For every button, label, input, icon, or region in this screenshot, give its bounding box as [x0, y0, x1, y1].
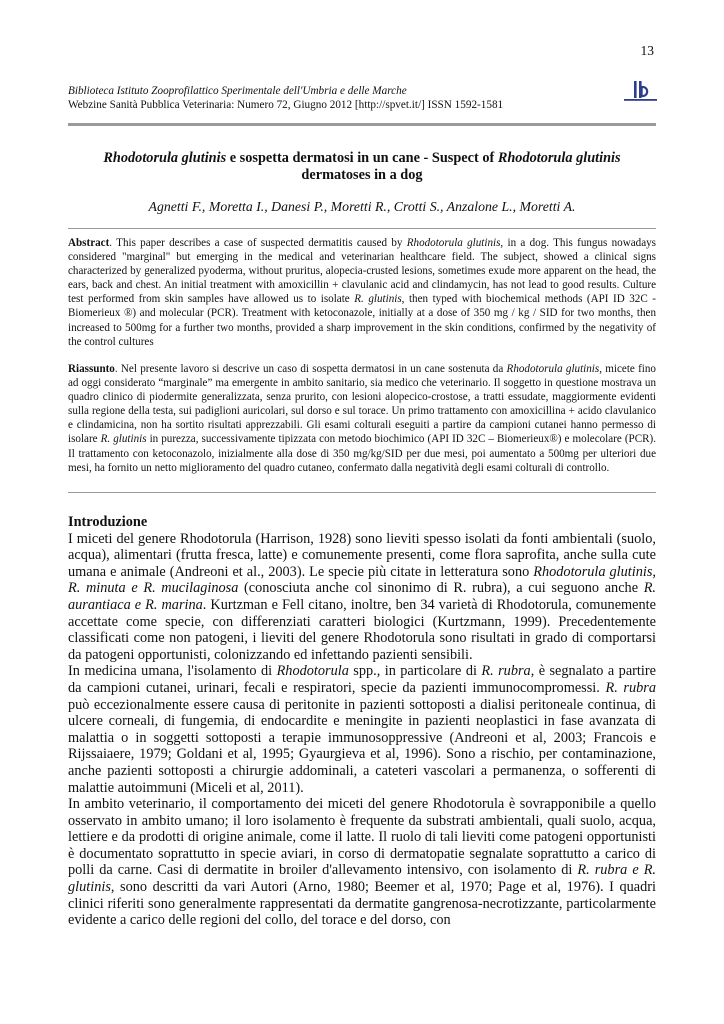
riassunto-species: R. glutinis — [100, 433, 147, 446]
paragraph-text: , sono descritti da vari Autori (Arno, 1980; Beemer et al, 1970; Page et al, 1976). I quadri clinici riferiti sono generalmente rappresentati da dermatite gangrenosa-necrotizzante, particolarmente evidente a carico delle regioni del collo, del torace e del dorso, con — [68, 879, 656, 929]
paragraph-text: , è segnalato a partire da campioni cutanei, urinari, fecali e respiratori, specie da pazienti immunocompromessi. — [68, 663, 656, 696]
species-name: R. aurantiaca e R. marina — [68, 580, 657, 613]
header-institute: Biblioteca Istituto Zooprofilattico Sperimentale dell'Umbria e delle Marche — [68, 85, 407, 97]
section-heading: Introduzione — [68, 514, 148, 530]
title-text-2: dermatoses in a dog — [301, 167, 423, 183]
paragraph-text: In ambito veterinario, il comportamento dei miceti del genere Rhodotorula è sovrapponibile a quello osservato in ambito umano; il loro isolamento è frequente da substrati ambientali, quali suolo, acqua, lettiere e da prodotti di origine animale, come il latte. Il ruolo di tali lieviti come patogeni opportunisti è documentato soprattutto in specie aviari, in corso di dermatopatie segnalate soprattutto a carico di polli da carne. Casi di dermatite in broiler d'allevamento intensivo, con isolamento di — [68, 796, 656, 879]
species-name: R. rubra e R. glutinis — [68, 862, 656, 896]
abstract — [68, 236, 656, 349]
abstract-text: , then typed with biochemical methods (API ID 32C - Biomerieux ®) and molecular (PCR). Treatment with ketoconazole, initially at a dose of 350 mg / kg / SID for two months, then increased to 500mg for a further two months, provided a sharp improvement in the skin conditions, confirmed by the negativity of the control cultures — [68, 293, 656, 348]
page-number: 13 — [640, 43, 654, 58]
abstract-species: Rhodotorula glutinis — [406, 237, 501, 249]
article-title — [68, 150, 656, 184]
riassunto-text: , micete fino ad oggi considerato “marginale” ma emergente in ambito sanitario, sia medico che veterinario. Il soggetto in questione mostrava un quadro clinico di piodermite generalizzata, senza prurito, con lesioni alopecico-crostose, a tratti essudate, maggiormente evidenti sulla regione della testa, sui padiglioni auricolari, sul dorso e sul torace. Un primo trattamento con amoxicillina + acido clavulanico e clindamicina, non ha sortito risultati apprezzabili. Gli esami colturali eseguiti a partire da campioni cutanei hanno permesso di isolare — [68, 363, 656, 446]
paragraph — [68, 531, 656, 664]
header-webzine: Webzine Sanità Pubblica Veterinaria: Numero 72, Giugno 2012 [http://spvet.it/] ISSN 1592-1581 — [68, 99, 504, 111]
journal-header — [68, 84, 588, 112]
species-name: R. rubra — [605, 679, 656, 696]
title-species-1: Rhodotorula glutinis — [103, 150, 227, 166]
paragraph-text: . Kurtzman e Fell citano, inoltre, ben 34 varietà di Rhodotorula, comunemente accettate come specie, con differenziati caratteri biologici (Kurtzmann, 1999). Precedentemente classificati come non patogeni, i lieviti del genere Rhodotorula sono risultati in grado di comportarsi da patogeni opportunisti, colonizzando ed infettando pazienti sensibili. — [68, 596, 656, 663]
species-name: Rhodotorula — [276, 663, 349, 680]
abstract-text: , in a dog. This fungus nowadays considered "marginal" but emerging in the medical and veterinarian healthcare field. The subject, showed a clinical signs characterized by generalized pyoderma, without pruritus, alopecia-crusted lesions, sometimes exude more apparent on the head, the ears, back and chest. An initial treatment with amoxicillin + clavulanic acid and clindamycin, has not lead to good results. Culture test performed from skin samples have allowed us to isolate — [68, 237, 656, 306]
title-species-2: Rhodotorula glutinis — [497, 150, 621, 166]
species-name: Rhodotorula glutinis, R. minuta e R. mucilaginosa — [68, 563, 657, 597]
abstract-label: Abstract — [68, 237, 110, 249]
riassunto-text: . Nel presente lavoro si descrive un caso di sospetta dermatosi in un cane sostenuta da — [114, 363, 507, 375]
abstract-top-rule — [68, 228, 656, 229]
abstract-species: R. glutinis — [354, 293, 402, 306]
header-rule — [68, 123, 656, 126]
introduction-section — [68, 514, 656, 929]
paragraph — [68, 796, 656, 929]
riassunto — [68, 362, 656, 475]
title-text-1: e sospetta dermatosi in un cane - Suspect of — [226, 150, 498, 166]
abstract-bottom-rule — [68, 492, 656, 493]
riassunto-label: Riassunto — [68, 363, 115, 375]
abstract-text: . This paper describes a case of suspected dermatitis caused by — [109, 237, 407, 249]
paragraph-text: spp., in particolare di — [348, 663, 482, 680]
authors: Agnetti F., Moretta I., Danesi P., Moretti R., Crotti S., Anzalone L., Moretti A. — [148, 199, 576, 214]
riassunto-species: Rhodotorula glutinis — [506, 363, 600, 375]
paragraph-text: (conosciuta anche col sinonimo di R. rubra), a cui seguono anche — [238, 580, 644, 597]
species-name: R. rubra — [481, 663, 531, 680]
paragraph-text: I miceti del genere Rhodotorula (Harrison, 1928) sono lieviti spesso isolati da fonti ambientali (suolo, acqua), alimentari (frutta fresca, latte) e comunemente presenti, come flora saprofita, anche sulla cute umana e animale (Andreoni et al., 2003). Le specie più citate in letteratura sono — [68, 530, 656, 580]
paragraph-text: In medicina umana, l'isolamento di — [68, 663, 277, 680]
spvet-logo-icon — [622, 78, 658, 104]
paragraph — [68, 663, 656, 796]
riassunto-text: in purezza, successivamente tipizzata con metodo biochimico (API ID 32C – Biomerieux®) e molecolare (PCR). Il trattamento con ketoconazolo, inizialmente alla dose di 350 mg/kg/SID per due mesi, poi aumentato a 500mg per ulteriori due mesi, ha fornito un netto miglioramento del quadro cutaneo, confermato dalla negatività degli esami colturali di controllo. — [68, 433, 656, 474]
paragraph-text: può eccezionalmente essere causa di peritonite in pazienti sottoposti a dialisi peritoneale continua, di ulcere corneali, di fungemia, di endocardite e meningite in pazienti neoplastici in fase avanzata di malattia o in soggetti sottoposti a terapie immunosoppressive (Andreoni et al, 2003; Francois e Rijssaiaere, 1979; Goldani et al, 1995; Gyaurgieva et al, 1996). Sono a rischio, per contaminazione, anche pazienti sottoposti a chirurgie addominali, a cateteri vascolari a permanenza, o sofferenti di malattie autoimmuni (Miceli et al, 2011). — [68, 696, 656, 796]
